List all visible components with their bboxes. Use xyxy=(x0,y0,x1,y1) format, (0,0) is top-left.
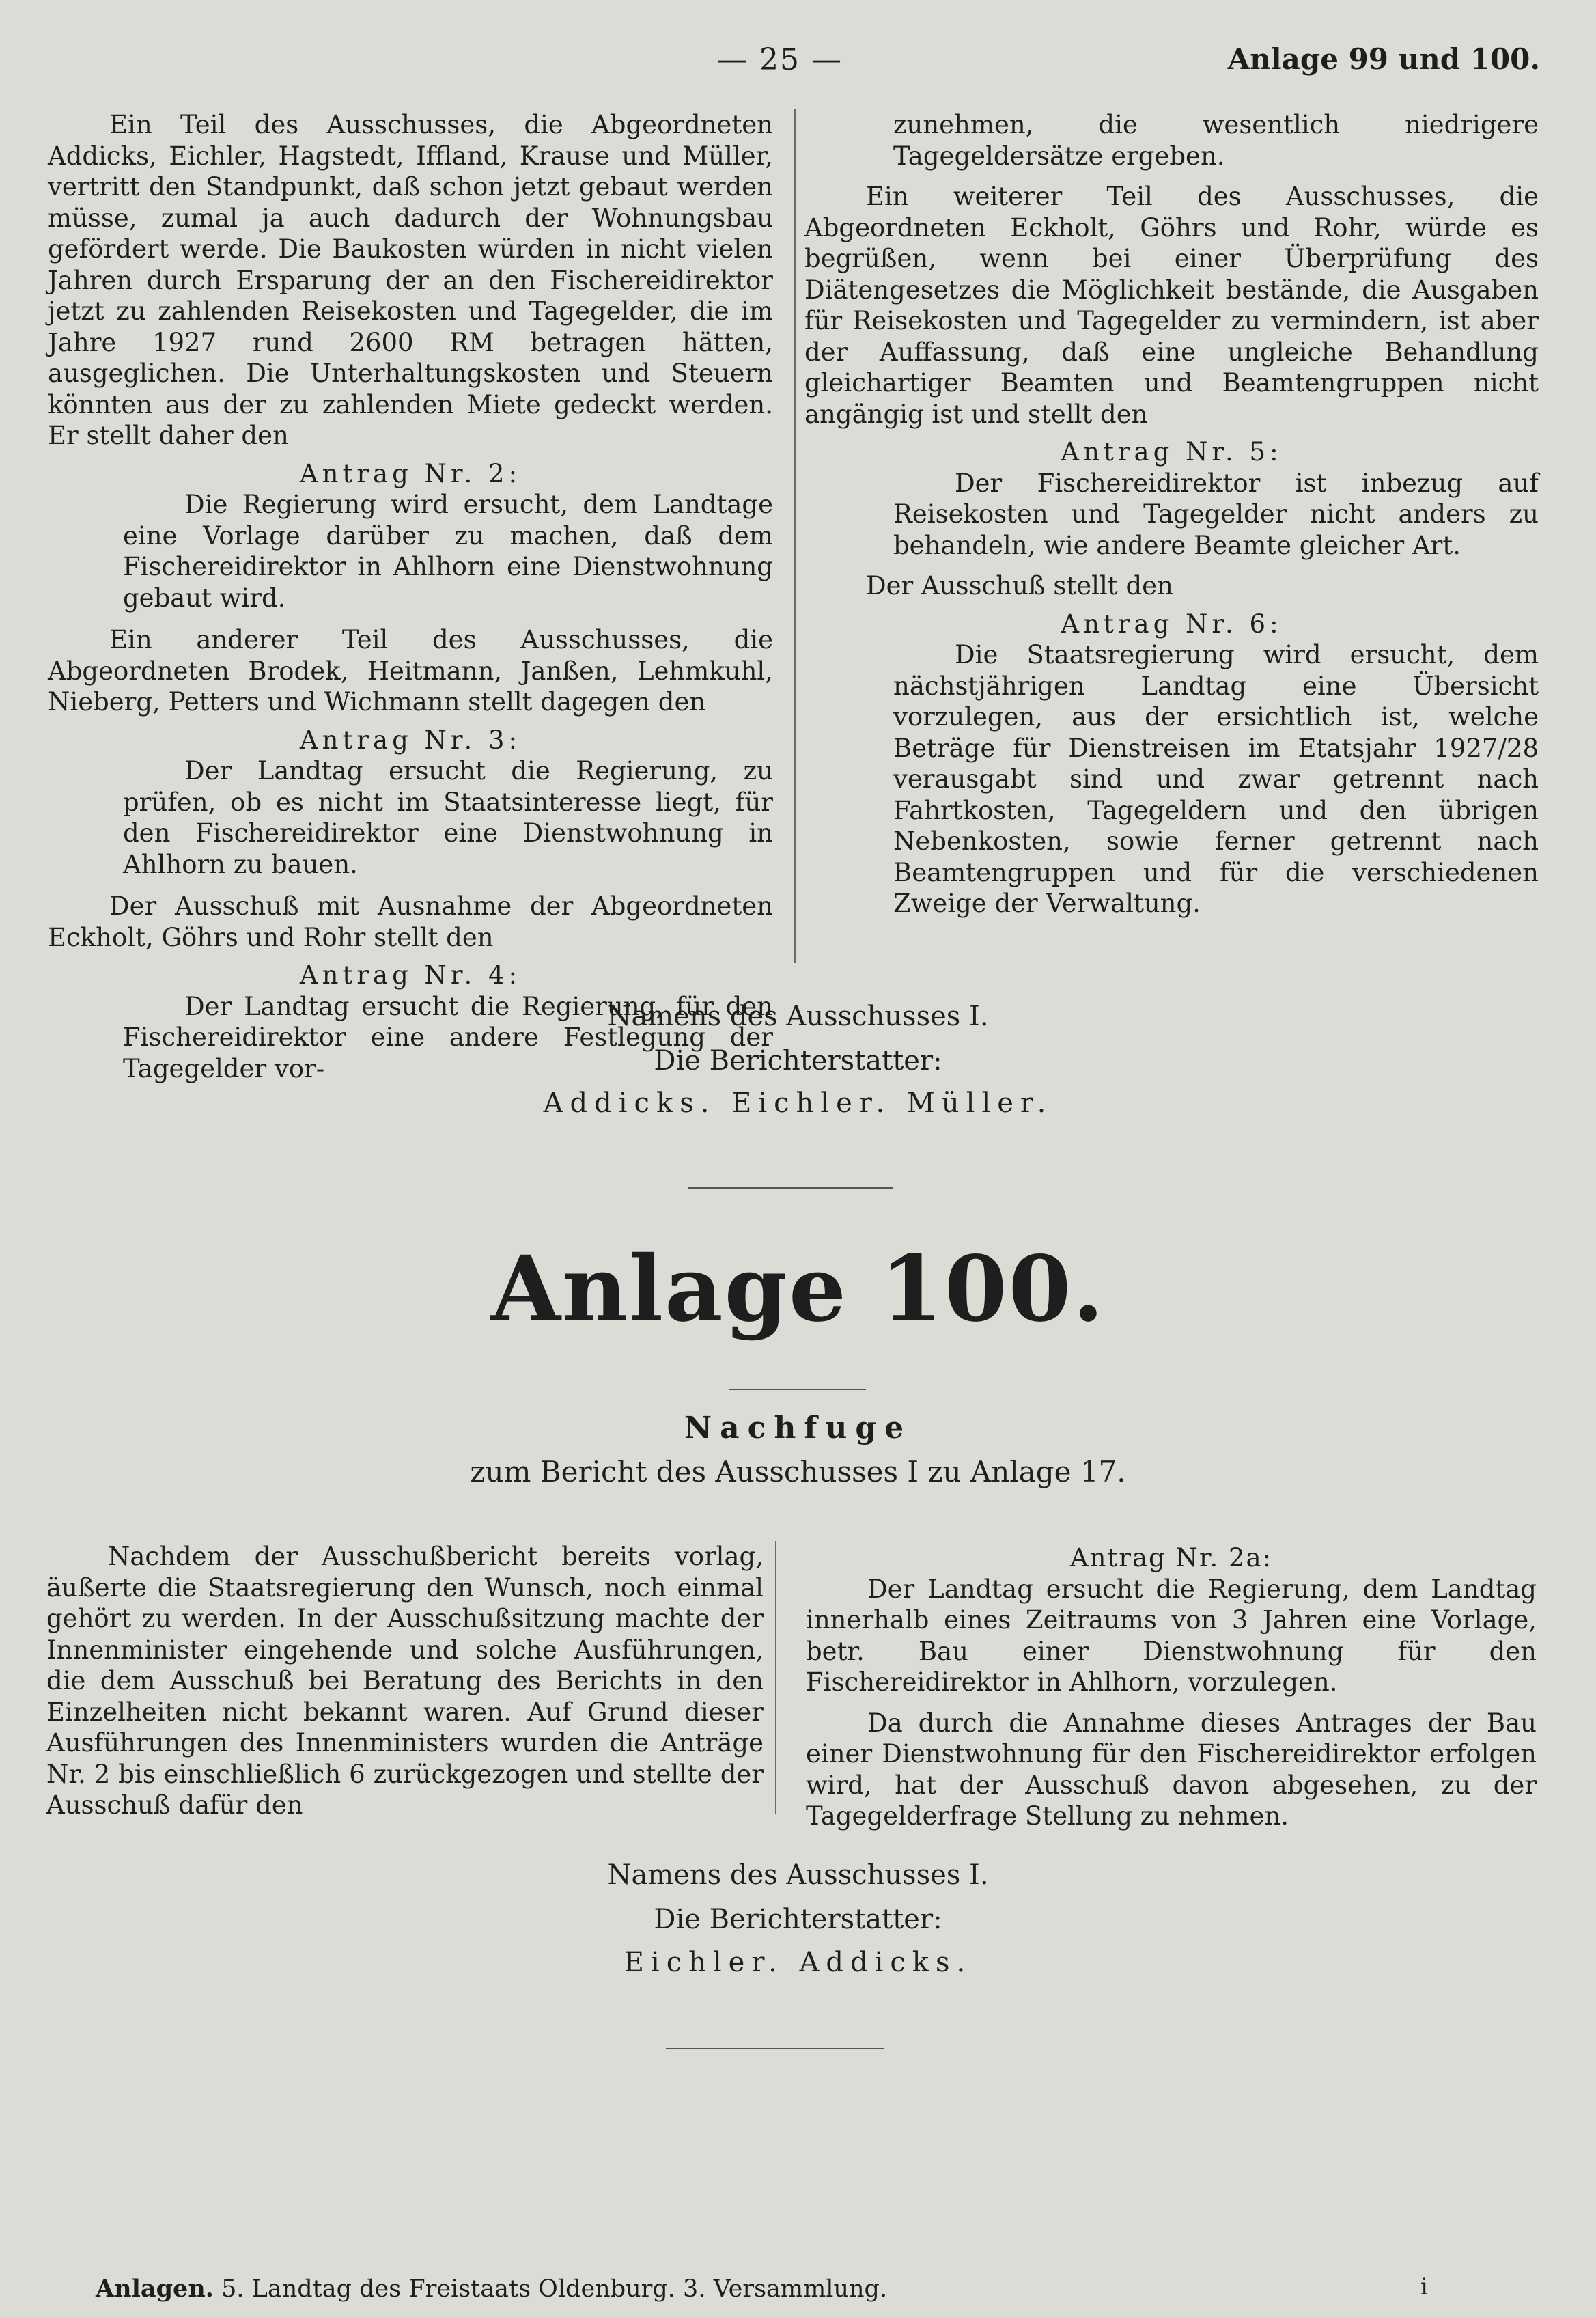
antrag-text: Der Landtag ersucht die Regierung, zu prüfen, ob es nicht im Staatsinteresse liegt, für den Fischereidirektor eine Dienstwohnung in Ahlhorn zu bauen. xyxy=(123,756,773,879)
title-underline xyxy=(729,1389,866,1390)
paragraph: Ein weiterer Teil des Ausschusses, die Abgeordneten Eckholt, Göhrs und Rohr, würde es begrüßen, wenn bei einer Überprüfung des Diätengesetzes die Möglichkeit bestände, die Ausgaben für Reisekosten und Tagegelder zu vermindern, ist aber der Auffassung, daß eine ungleiche Behandlung gleichartiger Beamten und Beamtengruppen nicht angängig ist und stellt den xyxy=(804,182,1539,429)
antrag-heading: Antrag Nr. 2a: xyxy=(1069,1543,1273,1572)
page-footer xyxy=(96,2275,887,2303)
footer-label: Anlagen. xyxy=(96,2275,214,2303)
anlage100-subtitle: Nachfuge xyxy=(684,1411,912,1445)
paragraph: Nachdem der Ausschußbericht bereits vorlag, äußerte die Staatsregierung den Wunsch, noch einmal gehört zu werden. In der Ausschußsitzung machte der Innenminister eingehende und solche Ausführungen, die dem Ausschuß bei Beratung des Berichts in den Einzelheiten nicht bekannt waren. Auf Grund dieser Ausführungen des Innenministers wurden die Anträge Nr. 2 bis einschließlich 6 zurückgezogen und stellte der Ausschuß dafür den xyxy=(46,1542,764,1820)
antrag-text: Die Staatsregierung wird ersucht, dem nächstjährigen Landtag eine Übersicht vorzulegen, aus der ersichtlich ist, welche Beträge für Dienstreisen im Etatsjahr 1927/28 verausgabt sind und zwar getrennt nach Fahrtkosten, Tagegeldern und den übrigen Nebenkosten, sowie ferner getrennt nach Beamtengruppen und für die verschiedenen Zweige der Verwaltung. xyxy=(893,640,1539,918)
antrag-heading: Antrag Nr. 2: xyxy=(299,458,522,488)
paragraph: zunehmen, die wesentlich niedrigere Tagegeldersätze ergeben. xyxy=(893,110,1539,171)
antrag-heading: Antrag Nr. 4: xyxy=(299,960,522,990)
antrag-heading: Antrag Nr. 3: xyxy=(299,725,522,755)
anlage99-left-column xyxy=(48,109,773,1095)
paragraph: Da durch die Annahme dieses Antrages der Bau einer Dienstwohnung für den Fischereidirektor erfolgen wird, hat der Ausschuß davon abgesehen, zu der Tagegelderfrage Stellung zu nehmen. xyxy=(806,1708,1537,1831)
anlage100-title: Anlage 100. xyxy=(490,1236,1106,1342)
page-mark: ⅰ xyxy=(1420,2273,1428,2301)
anlage100-right-column xyxy=(806,1541,1537,1839)
page-number: — 25 — xyxy=(717,42,843,77)
antrag-text: Der Landtag ersucht die Regierung, für den Fischereidirektor eine andere Festlegung der Tagegelder vor- xyxy=(123,991,773,1083)
antrag-text: Der Fischereidirektor ist inbezug auf Reisekosten und Tagegelder nicht anders zu behandeln, wie andere Beamte gleicher Art. xyxy=(893,468,1539,560)
signature-berichterstatter: Die Berichterstatter: xyxy=(654,1904,942,1935)
antrag-text: Die Regierung wird ersucht, dem Landtage eine Vorlage darüber zu machen, daß dem Fischereidirektor in Ahlhorn eine Dienstwohnung gebaut wird. xyxy=(123,490,773,613)
signature-berichterstatter: Die Berichterstatter: xyxy=(654,1045,942,1077)
signature-namens: Namens des Ausschusses I. xyxy=(607,1001,989,1032)
paragraph: Der Ausschuß mit Ausnahme der Abgeordneten Eckholt, Göhrs und Rohr stellt den xyxy=(48,891,773,952)
antrag-heading: Antrag Nr. 5: xyxy=(1061,437,1283,467)
running-header: Anlage 99 und 100. xyxy=(1227,42,1540,76)
signature-namens: Namens des Ausschusses I. xyxy=(607,1859,989,1891)
section-divider xyxy=(666,2048,884,2049)
column-separator xyxy=(794,109,796,963)
antrag-heading: Antrag Nr. 6: xyxy=(1061,609,1283,639)
section-divider xyxy=(688,1187,893,1189)
paragraph: Der Ausschuß stellt den xyxy=(866,571,1173,600)
signature-names: Addicks. Eichler. Müller. xyxy=(543,1087,1053,1119)
paragraph: Ein Teil des Ausschusses, die Abgeordneten Addicks, Eichler, Hagstedt, Iffland, Krause und Müller, vertritt den Standpunkt, daß schon jetzt gebaut werden müsse, zumal ja auch dadurch der Wohnungsbau gefördert werde. Die Baukosten würden in nicht vielen Jahren durch Ersparung der an den Fischereidirektor jetzt zu zahlenden Reisekosten und Tagegelder, die im Jahre 1927 rund 2600 RM betragen hätten, ausgeglichen. Die Unterhaltungskosten und Steuern könnten aus der zu zahlenden Miete gedeckt werden. Er stellt daher den xyxy=(48,110,773,450)
footer-text: 5. Landtag des Freistaats Oldenburg. 3. Versammlung. xyxy=(221,2275,888,2303)
signature-names: Eichler. Addicks. xyxy=(624,1947,972,1978)
paragraph: Ein anderer Teil des Ausschusses, die Abgeordneten Brodek, Heitmann, Janßen, Lehmkuhl, Nieberg, Petters und Wichmann stellt dagegen den xyxy=(48,625,773,717)
column-separator xyxy=(775,1541,776,1814)
anlage99-right-column xyxy=(804,109,1539,929)
anlage100-left-column xyxy=(46,1541,764,1828)
anlage100-subtitle-reference: zum Bericht des Ausschusses I zu Anlage 17. xyxy=(470,1455,1126,1488)
antrag-text: Der Landtag ersucht die Regierung, dem Landtag innerhalb eines Zeitraums von 3 Jahren eine Vorlage, betr. Bau einer Dienstwohnung für den Fischereidirektor in Ahlhorn, vorzulegen. xyxy=(806,1574,1537,1697)
